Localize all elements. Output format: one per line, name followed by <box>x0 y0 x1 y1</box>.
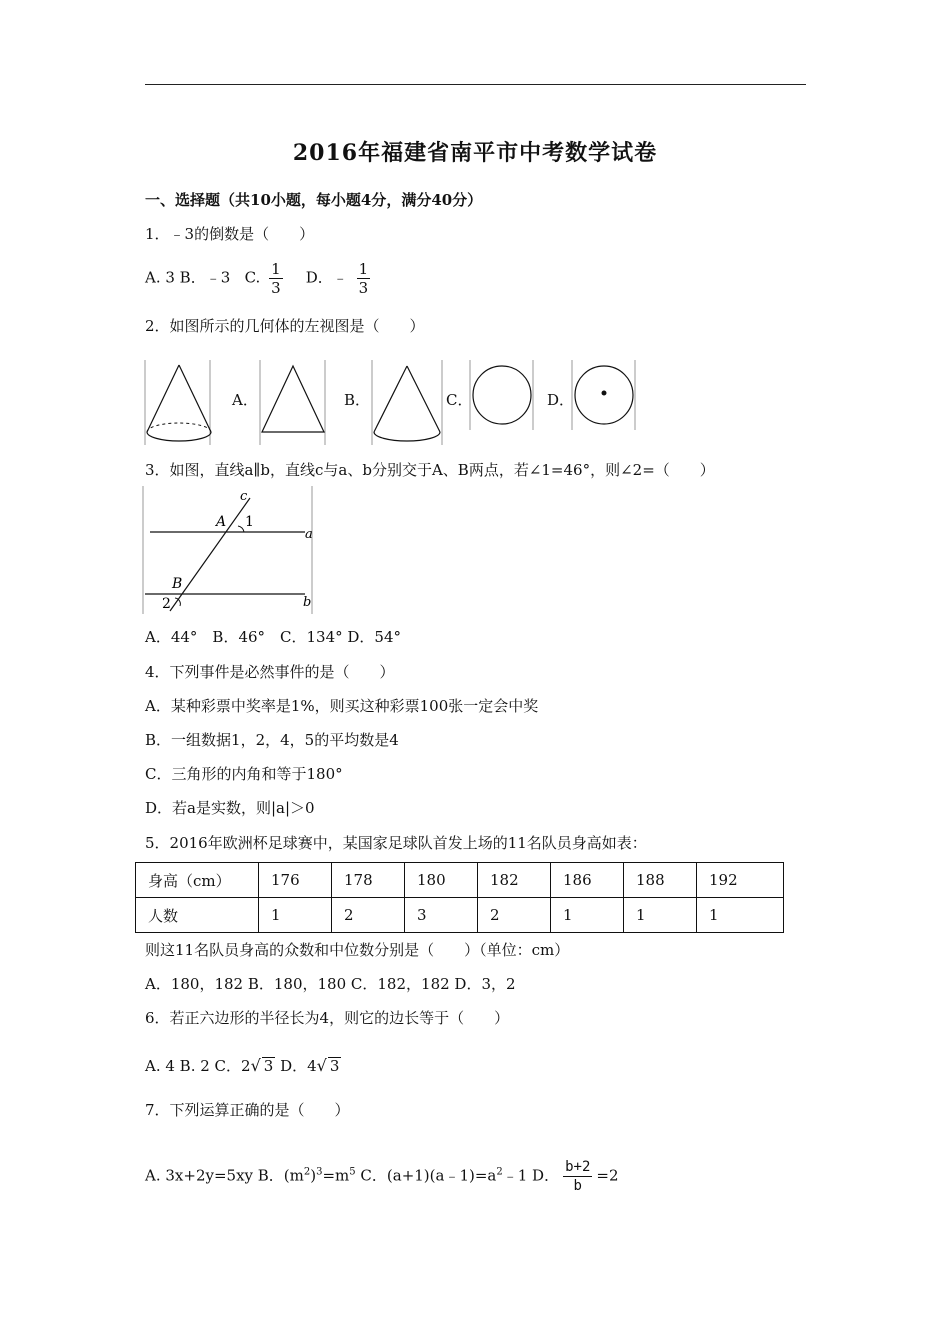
height-table <box>135 862 784 933</box>
q5-stem: 5．2016年欧洲杯足球赛中，某国家足球队首发上场的11名队员身高如表： <box>145 834 647 852</box>
table-cell: 188 <box>624 863 697 898</box>
table-cell: 1 <box>697 898 784 933</box>
q1-stem: 1．﹣3的倒数是（ ） <box>145 225 315 243</box>
q1-opt-d: D．﹣ <box>305 268 348 287</box>
q4-option-c: C．三角形的内角和等于180° <box>145 765 343 783</box>
q4-option-b: B．一组数据1，2，4，5的平均数是4 <box>145 731 399 749</box>
page-title: 2016年福建省南平市中考数学试卷 <box>292 140 658 166</box>
top-rule <box>145 84 806 85</box>
label-c: c <box>240 489 248 504</box>
q1-fraction-d: $\frac{1}{3}$ <box>358 260 369 297</box>
q2-label-c: C． <box>446 391 473 409</box>
table-cell: 176 <box>259 863 332 898</box>
label-a: a <box>305 527 313 542</box>
q3-figure <box>140 486 320 616</box>
q4-option-a: A．某种彩票中奖率是1%，则买这种彩票100张一定会中奖 <box>145 697 539 715</box>
label-1: 1 <box>245 514 254 530</box>
q6-opt-d: D．4 <box>275 1057 317 1075</box>
q6-opt-abc: A. 4 B. 2 C．2 <box>145 1057 251 1075</box>
option-a-triangle <box>260 360 325 445</box>
q1-opt-c: C. <box>244 268 261 287</box>
q1-opt-ab: A. 3 B．﹣3 <box>145 268 231 287</box>
q4-stem: 4．下列事件是必然事件的是（ ） <box>145 663 395 681</box>
table-cell: 178 <box>332 863 405 898</box>
option-d-circle-dot <box>572 360 635 430</box>
q1-options <box>145 260 374 297</box>
table-cell: 182 <box>478 863 551 898</box>
table-cell: 1 <box>624 898 697 933</box>
option-c-circle <box>470 360 533 430</box>
section-heading: 一、选择题（共10小题，每小题4分，满分40分） <box>145 191 483 209</box>
table-row <box>136 863 784 898</box>
table-cell: 身高（cm） <box>136 863 259 898</box>
label-B: B <box>172 576 183 592</box>
table-cell: 3 <box>405 898 478 933</box>
q5-options: A．180，182 B．180，180 C．182，182 D．3，2 <box>145 975 516 993</box>
table-cell: 2 <box>332 898 405 933</box>
label-2: 2 <box>162 596 171 612</box>
table-row <box>136 898 784 933</box>
q7-options: A. 3x+2y=5xy B．$(m^2)^3=m^5$ C．$(a+1)(a﹣1)=a^2﹣1$ D． $\frac{b+2}{b}$ =2 <box>145 1159 619 1194</box>
q2-label-a: A． <box>232 391 258 409</box>
q3-options: A．44° B．46° C．134° D．54° <box>145 628 402 646</box>
option-b-cone <box>372 360 442 445</box>
q2-label-b: B． <box>344 391 371 409</box>
table-cell: 人数 <box>136 898 259 933</box>
label-A: A <box>216 514 227 530</box>
cone-figure <box>145 360 211 445</box>
q6-sqrt-d: 3 <box>329 1057 340 1075</box>
table-cell: 2 <box>478 898 551 933</box>
label-b: b <box>303 595 312 610</box>
q2-label-d: D． <box>547 391 575 409</box>
q7-fraction-d: $\frac{b+2}{b}$ <box>565 1159 591 1194</box>
q3-stem: 3．如图，直线a∥b，直线c与a、b分别交于A、B两点，若∠1=46°，则∠2=（ ） <box>145 461 715 479</box>
q1-fraction-c: $\frac{1}{3}$ <box>271 260 281 297</box>
q2-stem: 2．如图所示的几何体的左视图是（ ） <box>145 317 425 335</box>
q4-option-d: D．若a是实数，则|a|＞0 <box>145 799 315 817</box>
q6-options: A. 4 B. 2 C．2√ 3 D．4√ 3 <box>145 1056 340 1075</box>
table-cell: 186 <box>551 863 624 898</box>
q6-stem: 6．若正六边形的半径长为4，则它的边长等于（ ） <box>145 1009 510 1027</box>
q5-question: 则这11名队员身高的众数和中位数分别是（ ）（单位：cm） <box>145 941 570 959</box>
table-cell: 180 <box>405 863 478 898</box>
table-cell: 192 <box>697 863 784 898</box>
table-cell: 1 <box>551 898 624 933</box>
q6-sqrt-c: 3 <box>263 1057 274 1075</box>
q7-stem: 7．下列运算正确的是（ ） <box>145 1101 350 1119</box>
table-cell: 1 <box>259 898 332 933</box>
